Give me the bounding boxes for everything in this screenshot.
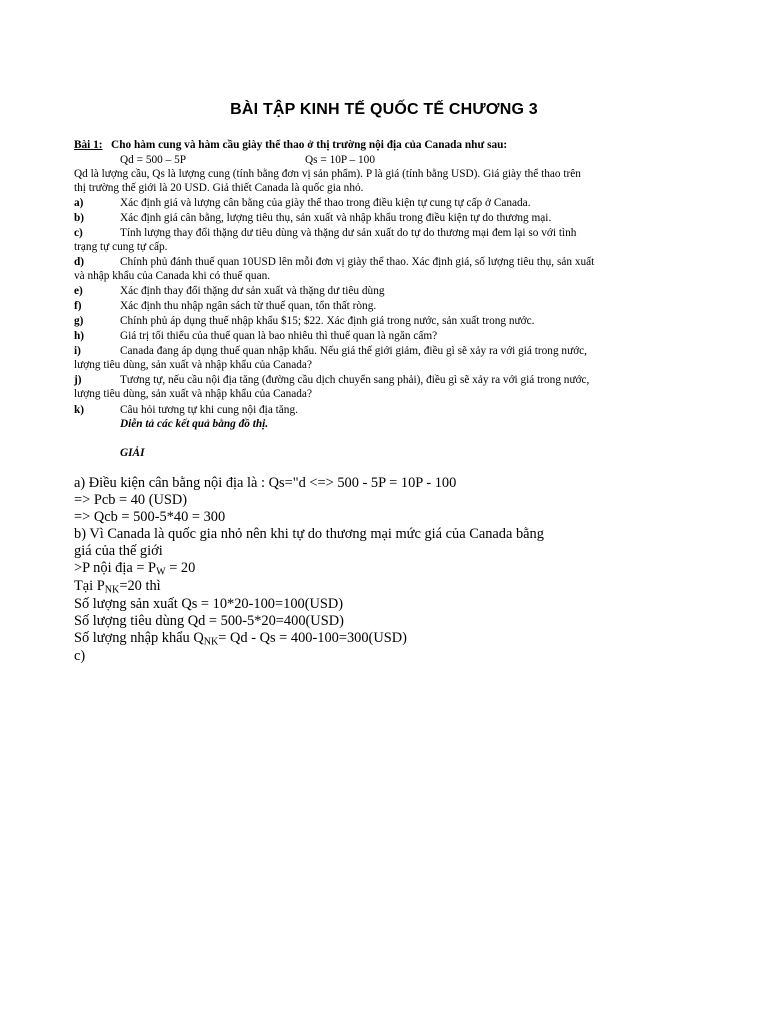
question-item-d <box>74 255 594 270</box>
item-text: Chính phủ đánh thuế quan 10USD lên mỗi đơn vị giày thể thao. Xác định giá, số lượng tiêu thụ, sản xuất <box>120 256 595 268</box>
solution-line: giá của thế giới <box>74 543 163 559</box>
item-label: c) <box>74 227 83 239</box>
intro-line: Qd là lượng cầu, Qs là lượng cung (tính bằng đơn vị sản phẩm). P là giá (tính bằng USD). Giá giày thể thao trên <box>74 168 581 180</box>
solution-text: Tại P <box>74 578 105 594</box>
question-item-f <box>74 299 376 314</box>
solution-line <box>74 630 407 647</box>
solution-line: Số lượng tiêu dùng Qd = 500-5*20=400(USD) <box>74 613 344 629</box>
subscript: NK <box>203 636 219 648</box>
item-text: Tương tự, nếu cầu nội địa tăng (đường cầu dịch chuyển sang phải), điều gì sẽ xảy ra với giá trong nước, <box>120 374 590 386</box>
solution-line: a) Điều kiện cân bằng nội địa là : Qs="d <=> 500 - 5P = 10P - 100 <box>74 475 457 491</box>
item-text: Xác định thay đổi thặng dư sản xuất và thặng dư tiêu dùng <box>120 285 385 297</box>
solution-line: => Pcb = 40 (USD) <box>74 492 188 508</box>
item-text: Giá trị tối thiểu của thuế quan là bao nhiêu thì thuế quan là ngăn cấm? <box>120 330 438 342</box>
solution-heading: GIẢI <box>120 447 145 459</box>
solution-line: => Qcb = 500-5*40 = 300 <box>74 509 226 525</box>
question-item-a <box>74 196 531 211</box>
item-label: k) <box>74 404 85 416</box>
question-item-g <box>74 314 535 329</box>
subscript: W <box>156 566 166 578</box>
item-label: f) <box>74 300 82 312</box>
question-item-i <box>74 344 587 359</box>
item-label: j) <box>74 374 82 386</box>
solution-text: = 20 <box>165 560 196 576</box>
item-label: d) <box>74 256 85 268</box>
problem-heading: Cho hàm cung và hàm cầu giày thể thao ở thị trường nội địa của Canada như sau: <box>111 139 508 151</box>
item-label: a) <box>74 197 84 209</box>
item-text: Chính phủ áp dụng thuế nhập khẩu $15; $22. Xác định giá trong nước, sản xuất trong nước. <box>120 315 535 327</box>
graph-note: Diễn tả các kết quả bằng đồ thị. <box>120 418 269 430</box>
solution-line: c) <box>74 648 86 664</box>
item-text: Canada đang áp dụng thuế quan nhập khẩu. Nếu giá thế giới giảm, điều gì sẽ xảy ra với giá trong nước, <box>120 345 588 357</box>
item-continuation: trạng tự cung tự cấp. <box>74 241 168 253</box>
question-item-e <box>74 284 385 299</box>
item-label: e) <box>74 285 83 297</box>
item-label: i) <box>74 345 81 357</box>
question-item-j <box>74 373 589 388</box>
item-label: h) <box>74 330 85 342</box>
item-continuation: và nhập khẩu của Canada khi có thuế quan. <box>74 270 271 282</box>
item-text: Tính lượng thay đổi thặng dư tiêu dùng và thặng dư sản xuất do tự do thương mại đem lại so với tình <box>120 227 577 239</box>
solution-line <box>74 578 161 595</box>
solution-line <box>74 560 195 577</box>
solution-line: Số lượng sản xuất Qs = 10*20-100=100(USD) <box>74 596 344 612</box>
problem-label: Bài 1: <box>74 139 103 151</box>
solution-text: >P nội địa = P <box>74 560 157 576</box>
document-title: BÀI TẬP KINH TẾ QUỐC TẾ CHƯƠNG 3 <box>230 101 538 118</box>
demand-equation: Qd = 500 – 5P <box>120 154 186 166</box>
question-item-k <box>74 403 298 418</box>
intro-line: thị trường thế giới là 20 USD. Giả thiết Canada là quốc gia nhỏ. <box>74 182 364 194</box>
item-text: Câu hỏi tương tự khi cung nội địa tăng. <box>120 404 298 416</box>
problem-heading-line <box>74 138 507 153</box>
item-label: b) <box>74 212 85 224</box>
item-continuation: lượng tiêu dùng, sản xuất và nhập khẩu của Canada? <box>74 359 312 371</box>
item-continuation: lượng tiêu dùng, sản xuất và nhập khẩu của Canada? <box>74 388 312 400</box>
solution-text: =20 thì <box>119 578 161 594</box>
question-item-h <box>74 329 437 344</box>
solution-text: Số lượng nhập khẩu Q <box>74 630 204 646</box>
item-text: Xác định giá và lượng cân bằng của giày thể thao trong điều kiện tự cung tự cấp ở Canada. <box>120 197 531 209</box>
item-text: Xác định giá cân bằng, lượng tiêu thụ, sản xuất và nhập khẩu trong điều kiện tự do thương mại. <box>120 212 552 224</box>
solution-line: b) Vì Canada là quốc gia nhỏ nên khi tự do thương mại mức giá của Canada bằng <box>74 526 544 542</box>
subscript: NK <box>104 584 120 596</box>
solution-text: = Qd - Qs = 400-100=300(USD) <box>218 630 407 646</box>
item-label: g) <box>74 315 84 327</box>
item-text: Xác định thu nhập ngân sách từ thuế quan, tổn thất ròng. <box>120 300 377 312</box>
question-item-c <box>74 226 576 241</box>
question-item-b <box>74 211 551 226</box>
supply-equation: Qs = 10P – 100 <box>305 154 375 166</box>
